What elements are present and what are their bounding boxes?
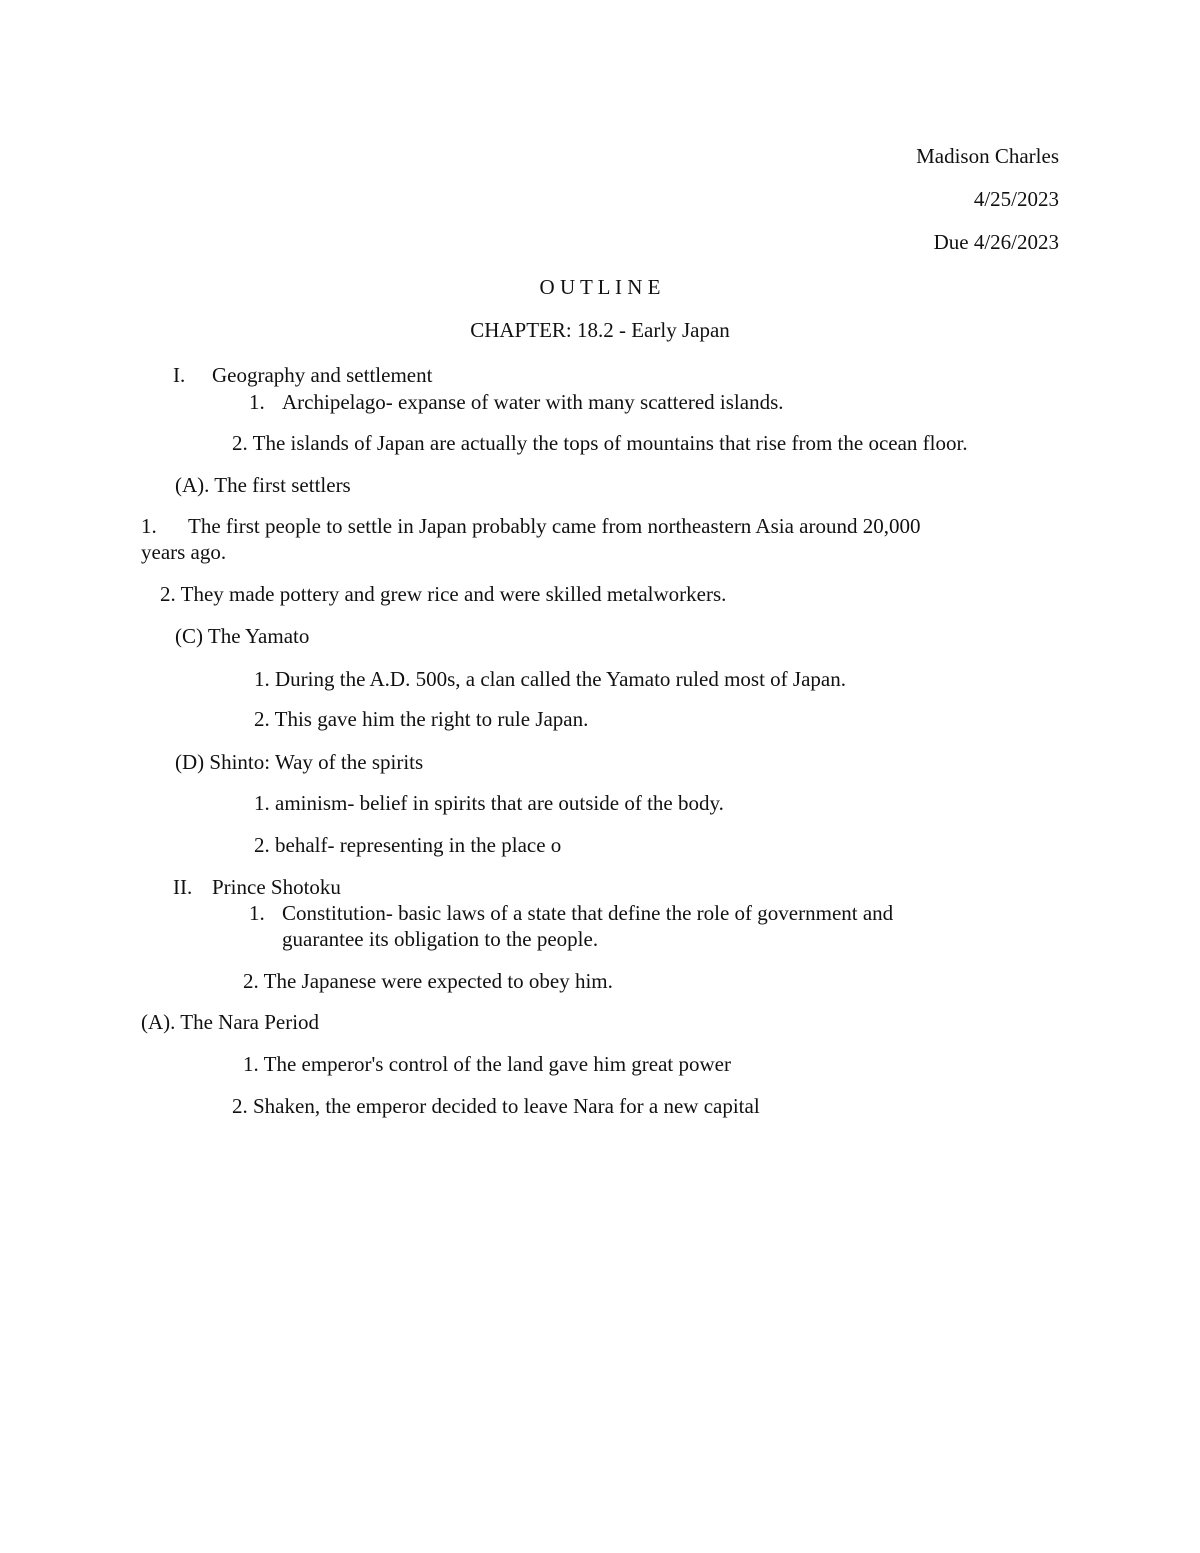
subsection-d-item1: 1. aminism- belief in spirits that are outside of the body. [254,791,724,815]
section-ii-item2: 2. The Japanese were expected to obey him. [243,969,613,993]
subsection-a-item1-line1: The first people to settle in Japan probably came from northeastern Asia around 20,000 [188,514,921,538]
subsection-a-item1-marker: 1. [141,514,157,538]
subsection-d-heading: (D) Shinto: Way of the spirits [175,750,424,774]
section-i-heading: Geography and settlement [212,363,433,387]
section-ii-item1-line2: guarantee its obligation to the people. [282,927,599,951]
subsection-c-heading: (C) The Yamato [175,624,310,648]
due-date: Due 4/26/2023 [933,230,1059,254]
subsection-a-heading: (A). The first settlers [175,473,351,497]
nara-heading: (A). The Nara Period [141,1010,320,1034]
section-ii-marker: II. [173,875,193,899]
section-i-item2: 2. The islands of Japan are actually the tops of mountains that rise from the ocean floor. [232,431,968,455]
section-ii-heading: Prince Shotoku [212,875,341,899]
section-i-marker: I. [173,363,186,387]
outline-title: O U T L I N E [539,275,661,299]
section-ii-item1-line1: Constitution- basic laws of a state that define the role of government and [282,901,894,925]
subsection-a-item2: 2. They made pottery and grew rice and were skilled metalworkers. [160,582,727,606]
nara-item2: 2. Shaken, the emperor decided to leave Nara for a new capital [232,1094,760,1118]
subsection-c-item2: 2. This gave him the right to rule Japan. [254,707,589,731]
subsection-d-item2: 2. behalf- representing in the place o [254,833,562,857]
chapter-title: CHAPTER: 18.2 - Early Japan [470,318,730,342]
section-i-item1-marker: 1. [249,390,265,414]
nara-item1: 1. The emperor's control of the land gave him great power [243,1052,731,1076]
section-i-item1-text: Archipelago- expanse of water with many scattered islands. [282,390,784,414]
author-name: Madison Charles [916,144,1059,168]
assignment-date: 4/25/2023 [973,187,1059,211]
subsection-a-item1-line2: years ago. [141,540,227,564]
section-ii-item1-marker: 1. [249,901,265,925]
subsection-c-item1: 1. During the A.D. 500s, a clan called the Yamato ruled most of Japan. [254,667,846,691]
